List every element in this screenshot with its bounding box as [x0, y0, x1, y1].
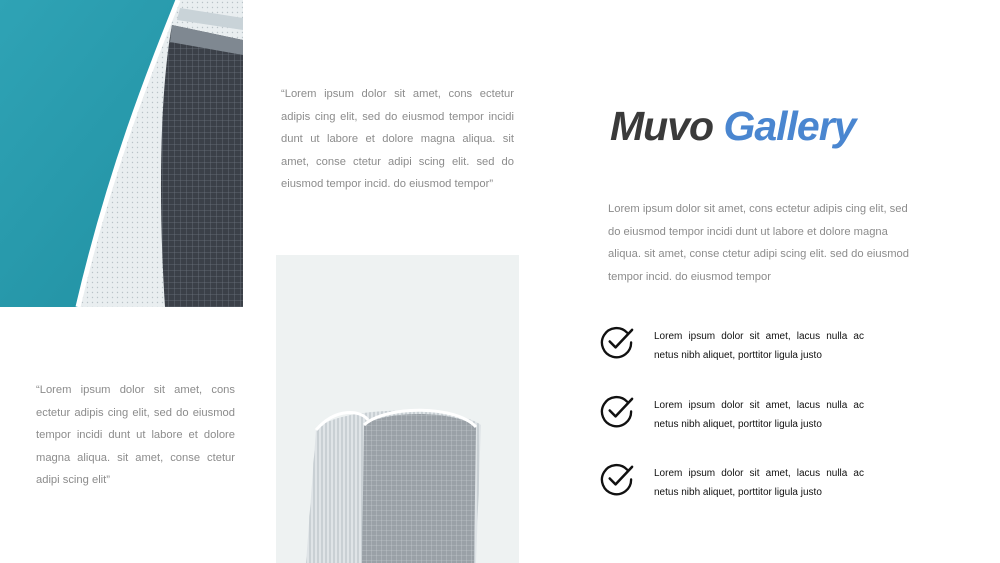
quote-bottom: “Lorem ipsum dolor sit amet, cons ectetur adipis cing elit, sed do eiusmod tempor incidi dunt ut labore et dolore magna aliqua. sit amet, conse ctetur adipi scing elit”: [36, 384, 235, 486]
checklist-item: [600, 393, 870, 433]
checklist-text: Lorem ipsum dolor sit amet, lacus nulla ac netus nibh aliquet, porttitor ligula justo: [654, 331, 864, 361]
intro-paragraph: Lorem ipsum dolor sit amet, cons ectetur adipis cing elit, sed do eiusmod tempor incidi dunt ut labore et dolore magna aliqua. sit amet, conse ctetur adipi scing elit. sed do eiusmod tempor incid. do eiusmod tempor: [608, 203, 909, 283]
building-photo-bottom: [276, 255, 519, 563]
checklist-text: Lorem ipsum dolor sit amet, lacus nulla ac netus nibh aliquet, porttitor ligula justo: [654, 400, 864, 430]
check-circle-icon: [600, 324, 635, 359]
page-title: [610, 100, 856, 152]
checklist-text: Lorem ipsum dolor sit amet, lacus nulla ac netus nibh aliquet, porttitor ligula justo: [654, 468, 864, 498]
title-word-primary: Muvo: [610, 103, 714, 149]
checklist-item: [600, 461, 870, 501]
quote-top: “Lorem ipsum dolor sit amet, cons ectetur adipis cing elit, sed do eiusmod tempor incidi dunt ut labore et dolore magna aliqua. sit amet, conse ctetur adipi scing elit. sed do eiusmod tempor incid. do eiusmod tempor”: [281, 88, 514, 190]
title-word-accent: Gallery: [723, 103, 856, 149]
building-photo-top: [0, 0, 243, 307]
checklist-item: [600, 324, 870, 364]
check-circle-icon: [600, 461, 635, 496]
check-circle-icon: [600, 393, 635, 428]
